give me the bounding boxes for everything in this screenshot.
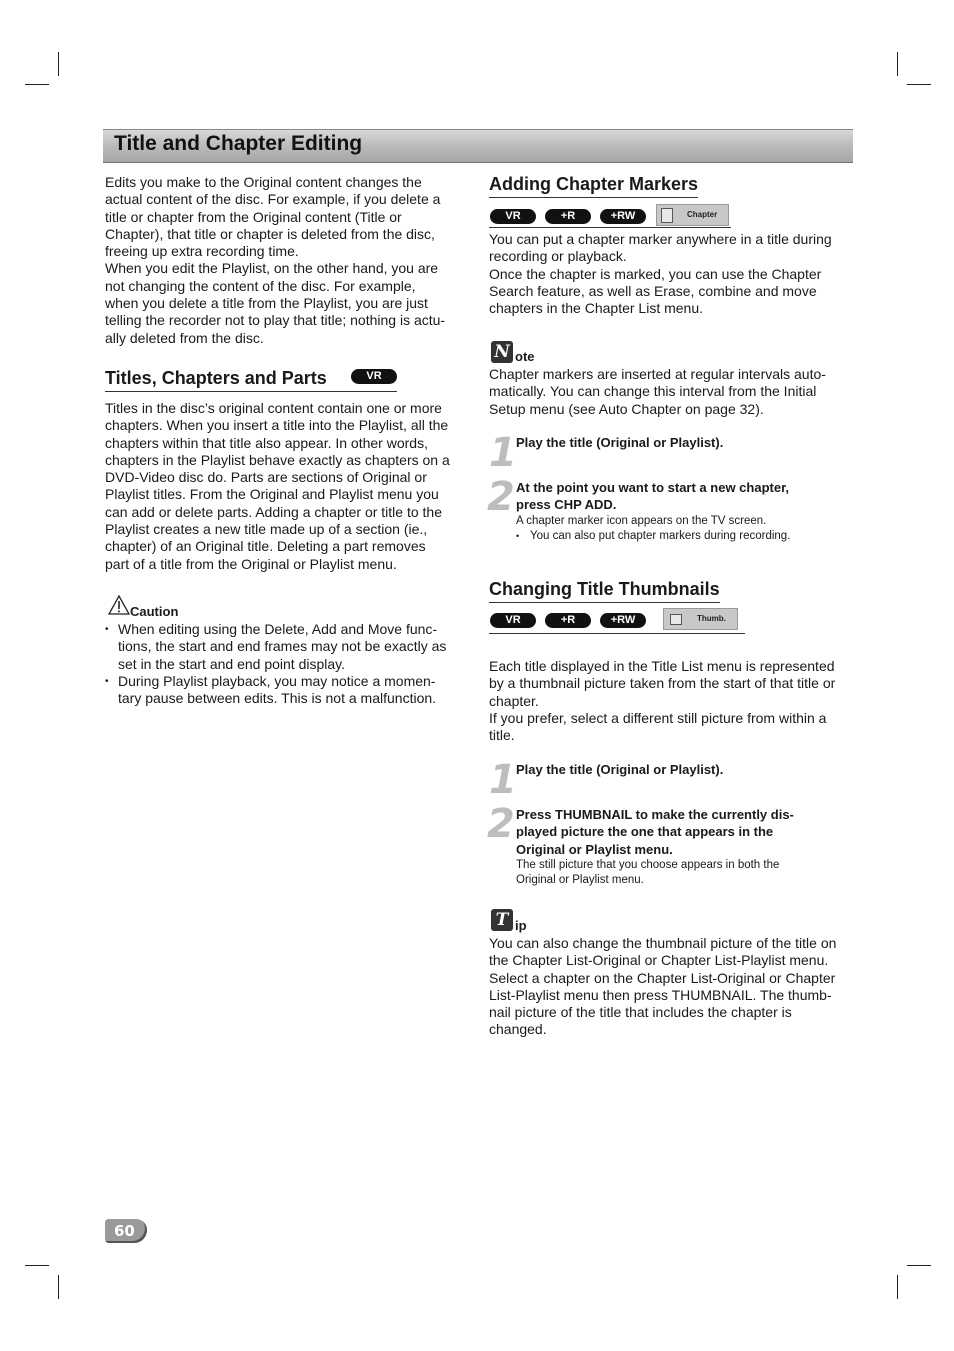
titles-paragraph: Titles in the disc’s original content contain one or more chapters. When you insert a title into the Playlist, all the chapters within that title also appear. In other words, chapters in the Playlist behave exactly as chapters on a DVD-Video disc do. Parts are sections of Original or Playlist titles. From the Original and Playlist menu you can add or delete parts. Adding a chapter or title to the Playlist creates a new title made up of a section (ie., chapter) of an Original title. Deleting a part removes part of a title from the Original or Playlist menu. xyxy=(105,400,450,572)
thumbnail-step-1: Play the title (Original or Playlist). xyxy=(516,762,724,777)
crop-mark xyxy=(907,1265,931,1266)
chapter-step-2-detail: A chapter marker icon appears on the TV screen. xyxy=(516,515,767,527)
chapter-markers-paragraph: You can put a chapter marker anywhere in a title during recording or playback. Once the chapter is marked, you can use the Chapter Search feature, as well as Erase, combine and move chapters in the Chapter List menu. xyxy=(489,231,832,317)
intro-paragraph: Edits you make to the Original content changes the actual content of the disc. For example, if you delete a title or chapter from the Original content (Title or Chapter), that title or chapter is deleted from the disc, freeing up extra recording time. When you edit the Playlist, on the other hand, you are not changing the content of the disc. For example, when you delete a title from the Playlist, you are just telling the recorder not to play that title; nothing is actu- ally deleted from the disc. xyxy=(105,174,446,346)
page-title: Title and Chapter Editing xyxy=(114,132,363,155)
crop-mark xyxy=(25,84,49,85)
thumbnails-heading: Changing Title Thumbnails xyxy=(489,579,720,603)
tip-label: ip xyxy=(515,918,527,933)
crop-mark xyxy=(58,1275,59,1299)
chapter-button-graphic xyxy=(656,204,729,226)
badge-row-rule xyxy=(489,633,745,634)
title-bar xyxy=(103,129,853,163)
crop-mark xyxy=(907,84,931,85)
bullet-marker: • xyxy=(516,531,520,541)
page-number: 60 xyxy=(114,1222,135,1240)
step-number-1: 1 xyxy=(489,430,517,476)
note-icon: N xyxy=(491,341,513,363)
tip-paragraph: You can also change the thumbnail picture of the title on the Chapter List-Original or Chapter List-Playlist menu. Select a chapter on the Chapter List-Original or Chapter List-Playlist menu then press THUMBNAIL. The thumb- nail picture of the title that includes the chapter is changed. xyxy=(489,935,837,1038)
chapter-step-2-bullet: You can also put chapter markers during recording. xyxy=(530,530,791,542)
chapter-markers-heading: Adding Chapter Markers xyxy=(489,174,698,198)
thumbnail-step-2-detail: The still picture that you choose appears in both the Original or Playlist menu. xyxy=(516,859,780,886)
vr-badge: VR xyxy=(490,613,536,628)
plus-rw-badge: +RW xyxy=(600,613,646,628)
thumb-button-graphic xyxy=(663,608,738,630)
thumbnails-paragraph: Each title displayed in the Title List menu is represented by a thumbnail picture taken from the start of that title or chapter. If you prefer, select a different still picture from within a title. xyxy=(489,658,836,744)
caution-bullet-marker: • xyxy=(105,676,109,687)
crop-mark xyxy=(897,1275,898,1299)
caution-bullet-1: When editing using the Delete, Add and Move func- tions, the start and end frames may not be exactly as set in the start and end point display. xyxy=(118,621,447,672)
plus-rw-badge: +RW xyxy=(600,209,646,224)
page-number-badge xyxy=(105,1219,147,1243)
plus-r-badge: +R xyxy=(545,209,591,224)
thumbnail-step-2: Press THUMBNAIL to make the currently dis- played picture the one that appears in the Original or Playlist menu. xyxy=(516,807,794,857)
note-paragraph: Chapter markers are inserted at regular intervals auto- matically. You can change this interval from the Initial Setup menu (see Auto Chapter on page 32). xyxy=(489,366,826,417)
step-number-1: 1 xyxy=(489,757,517,803)
caution-icon xyxy=(108,595,130,615)
chapter-step-2: At the point you want to start a new chapter, press CHP ADD. xyxy=(516,480,790,513)
plus-r-badge: +R xyxy=(545,613,591,628)
chapter-icon xyxy=(661,208,673,223)
crop-mark xyxy=(25,1265,49,1266)
caution-bullet-marker: • xyxy=(105,624,109,635)
badge-row-rule xyxy=(489,227,731,228)
caution-bullet-2: During Playlist playback, you may notice a momen- tary pause between edits. This is not a malfunction. xyxy=(118,673,437,707)
vr-badge: VR xyxy=(351,369,397,384)
titles-heading-text: Titles, Chapters and Parts xyxy=(105,368,327,388)
step-number-2: 2 xyxy=(487,801,515,847)
crop-mark xyxy=(897,52,898,76)
thumb-button-label: Thumb. xyxy=(697,614,726,623)
caution-label: Caution xyxy=(130,604,179,619)
vr-badge: VR xyxy=(490,209,536,224)
step-number-2: 2 xyxy=(487,474,515,520)
tip-icon: T xyxy=(491,909,513,931)
thumbnail-icon xyxy=(670,614,682,625)
crop-mark xyxy=(58,52,59,76)
note-label: ote xyxy=(515,349,535,364)
chapter-step-1: Play the title (Original or Playlist). xyxy=(516,435,724,450)
chapter-button-label: Chapter xyxy=(687,210,718,219)
